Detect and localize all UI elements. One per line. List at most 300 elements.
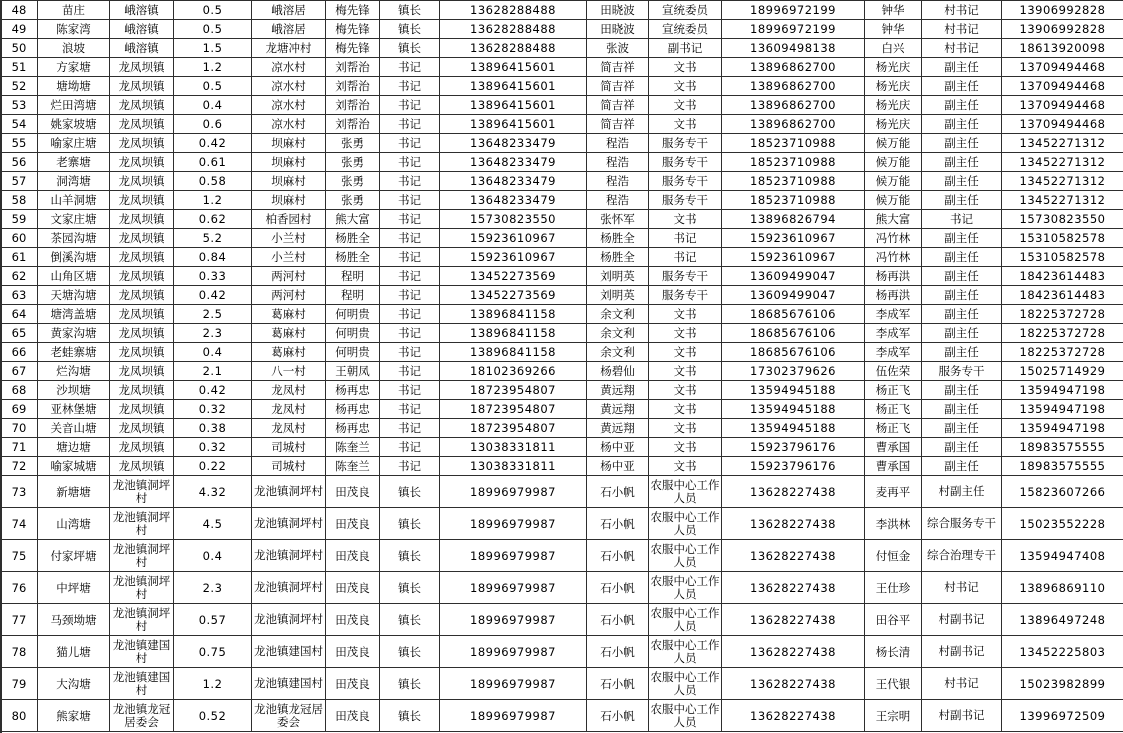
row-number-cell[interactable]: 52 (1, 77, 38, 96)
primary-phone-cell[interactable]: 13896841158 (440, 324, 587, 343)
secondary-leader-cell[interactable]: 简吉祥 (587, 58, 649, 77)
secondary-role-cell[interactable]: 文书 (649, 400, 722, 419)
area-cell[interactable]: 0.4 (174, 343, 252, 362)
village-phone-cell[interactable]: 13896497248 (1002, 604, 1123, 636)
village-cell[interactable]: 葛麻村 (252, 343, 326, 362)
primary-role-cell[interactable]: 镇长 (380, 1, 440, 20)
area-cell[interactable]: 0.33 (174, 267, 252, 286)
pond-name-cell[interactable]: 新塘塘 (38, 476, 110, 508)
village-cell[interactable]: 龙池镇洞坪村 (252, 604, 326, 636)
primary-role-cell[interactable]: 书记 (380, 286, 440, 305)
primary-phone-cell[interactable]: 13896415601 (440, 77, 587, 96)
primary-leader-cell[interactable]: 田茂良 (326, 604, 380, 636)
primary-role-cell[interactable]: 镇长 (380, 604, 440, 636)
secondary-phone-cell[interactable]: 15923796176 (722, 438, 865, 457)
secondary-leader-cell[interactable]: 田晓波 (587, 1, 649, 20)
village-role-cell[interactable]: 副主任 (922, 381, 1002, 400)
secondary-role-cell[interactable]: 农服中心工作人员 (649, 540, 722, 572)
village-leader-cell[interactable]: 杨光庆 (865, 58, 922, 77)
village-phone-cell[interactable]: 13709494468 (1002, 115, 1123, 134)
town-cell[interactable]: 龙凤坝镇 (110, 77, 174, 96)
town-cell[interactable]: 龙凤坝镇 (110, 191, 174, 210)
secondary-phone-cell[interactable]: 13594945188 (722, 400, 865, 419)
village-leader-cell[interactable]: 候万能 (865, 172, 922, 191)
primary-phone-cell[interactable]: 13648233479 (440, 134, 587, 153)
village-cell[interactable]: 龙池镇建国村 (252, 636, 326, 668)
secondary-phone-cell[interactable]: 13628227438 (722, 604, 865, 636)
pond-name-cell[interactable]: 山湾塘 (38, 508, 110, 540)
pond-name-cell[interactable]: 方家塘 (38, 58, 110, 77)
row-number-cell[interactable]: 62 (1, 267, 38, 286)
primary-phone-cell[interactable]: 18996979987 (440, 700, 587, 732)
town-cell[interactable]: 龙池镇洞坪村 (110, 540, 174, 572)
primary-role-cell[interactable]: 镇长 (380, 476, 440, 508)
primary-leader-cell[interactable]: 田茂良 (326, 572, 380, 604)
primary-phone-cell[interactable]: 13452273569 (440, 267, 587, 286)
village-phone-cell[interactable]: 13594947198 (1002, 400, 1123, 419)
area-cell[interactable]: 0.61 (174, 153, 252, 172)
primary-role-cell[interactable]: 书记 (380, 381, 440, 400)
secondary-leader-cell[interactable]: 杨碧仙 (587, 362, 649, 381)
village-leader-cell[interactable]: 杨再洪 (865, 267, 922, 286)
primary-leader-cell[interactable]: 张勇 (326, 153, 380, 172)
village-role-cell[interactable]: 副主任 (922, 343, 1002, 362)
secondary-leader-cell[interactable]: 余文利 (587, 305, 649, 324)
area-cell[interactable]: 0.5 (174, 20, 252, 39)
secondary-phone-cell[interactable]: 18685676106 (722, 305, 865, 324)
primary-phone-cell[interactable]: 18996979987 (440, 476, 587, 508)
secondary-role-cell[interactable]: 文书 (649, 210, 722, 229)
primary-leader-cell[interactable]: 田茂良 (326, 508, 380, 540)
secondary-leader-cell[interactable]: 石小帆 (587, 668, 649, 700)
secondary-role-cell[interactable]: 农服中心工作人员 (649, 476, 722, 508)
town-cell[interactable]: 龙凤坝镇 (110, 438, 174, 457)
area-cell[interactable]: 0.42 (174, 134, 252, 153)
secondary-role-cell[interactable]: 文书 (649, 96, 722, 115)
pond-name-cell[interactable]: 亚林堡塘 (38, 400, 110, 419)
village-cell[interactable]: 坝麻村 (252, 134, 326, 153)
primary-leader-cell[interactable]: 田茂良 (326, 668, 380, 700)
primary-leader-cell[interactable]: 陈奎兰 (326, 457, 380, 476)
pond-name-cell[interactable]: 塘边塘 (38, 438, 110, 457)
secondary-phone-cell[interactable]: 13896862700 (722, 96, 865, 115)
area-cell[interactable]: 0.4 (174, 96, 252, 115)
town-cell[interactable]: 龙凤坝镇 (110, 96, 174, 115)
village-leader-cell[interactable]: 钟华 (865, 1, 922, 20)
village-leader-cell[interactable]: 杨再洪 (865, 286, 922, 305)
secondary-role-cell[interactable]: 服务专干 (649, 286, 722, 305)
secondary-role-cell[interactable]: 服务专干 (649, 267, 722, 286)
primary-role-cell[interactable]: 镇长 (380, 636, 440, 668)
village-phone-cell[interactable]: 15023552228 (1002, 508, 1123, 540)
pond-name-cell[interactable]: 喻家城塘 (38, 457, 110, 476)
town-cell[interactable]: 峨溶镇 (110, 20, 174, 39)
row-number-cell[interactable]: 49 (1, 20, 38, 39)
area-cell[interactable]: 0.32 (174, 438, 252, 457)
row-number-cell[interactable]: 50 (1, 39, 38, 58)
primary-phone-cell[interactable]: 13038331811 (440, 457, 587, 476)
secondary-phone-cell[interactable]: 18523710988 (722, 153, 865, 172)
village-role-cell[interactable]: 村书记 (922, 1, 1002, 20)
primary-role-cell[interactable]: 书记 (380, 172, 440, 191)
secondary-leader-cell[interactable]: 石小帆 (587, 636, 649, 668)
town-cell[interactable]: 峨溶镇 (110, 39, 174, 58)
village-phone-cell[interactable]: 15310582578 (1002, 229, 1123, 248)
secondary-leader-cell[interactable]: 余文利 (587, 343, 649, 362)
secondary-leader-cell[interactable]: 石小帆 (587, 540, 649, 572)
secondary-phone-cell[interactable]: 13628227438 (722, 668, 865, 700)
village-leader-cell[interactable]: 曹承国 (865, 438, 922, 457)
area-cell[interactable]: 0.5 (174, 1, 252, 20)
primary-leader-cell[interactable]: 杨再忠 (326, 419, 380, 438)
village-phone-cell[interactable]: 13996972509 (1002, 700, 1123, 732)
village-phone-cell[interactable]: 13452271312 (1002, 153, 1123, 172)
secondary-leader-cell[interactable]: 程浩 (587, 134, 649, 153)
village-cell[interactable]: 龙凤村 (252, 400, 326, 419)
village-role-cell[interactable]: 村副书记 (922, 604, 1002, 636)
area-cell[interactable]: 0.58 (174, 172, 252, 191)
row-number-cell[interactable]: 79 (1, 668, 38, 700)
row-number-cell[interactable]: 74 (1, 508, 38, 540)
secondary-phone-cell[interactable]: 18523710988 (722, 172, 865, 191)
secondary-leader-cell[interactable]: 石小帆 (587, 508, 649, 540)
primary-role-cell[interactable]: 书记 (380, 267, 440, 286)
town-cell[interactable]: 龙凤坝镇 (110, 324, 174, 343)
secondary-role-cell[interactable]: 文书 (649, 77, 722, 96)
village-cell[interactable]: 两河村 (252, 286, 326, 305)
secondary-phone-cell[interactable]: 15923610967 (722, 229, 865, 248)
village-role-cell[interactable]: 村副主任 (922, 476, 1002, 508)
village-phone-cell[interactable]: 18225372728 (1002, 343, 1123, 362)
area-cell[interactable]: 0.62 (174, 210, 252, 229)
village-phone-cell[interactable]: 13452271312 (1002, 134, 1123, 153)
row-number-cell[interactable]: 59 (1, 210, 38, 229)
secondary-leader-cell[interactable]: 石小帆 (587, 700, 649, 732)
village-phone-cell[interactable]: 13709494468 (1002, 58, 1123, 77)
primary-leader-cell[interactable]: 田茂良 (326, 700, 380, 732)
secondary-phone-cell[interactable]: 17302379626 (722, 362, 865, 381)
village-role-cell[interactable]: 副主任 (922, 172, 1002, 191)
area-cell[interactable]: 0.22 (174, 457, 252, 476)
area-cell[interactable]: 2.5 (174, 305, 252, 324)
secondary-leader-cell[interactable]: 石小帆 (587, 476, 649, 508)
secondary-leader-cell[interactable]: 程浩 (587, 191, 649, 210)
secondary-phone-cell[interactable]: 13896862700 (722, 77, 865, 96)
row-number-cell[interactable]: 58 (1, 191, 38, 210)
row-number-cell[interactable]: 73 (1, 476, 38, 508)
town-cell[interactable]: 龙凤坝镇 (110, 153, 174, 172)
secondary-leader-cell[interactable]: 杨中亚 (587, 457, 649, 476)
secondary-leader-cell[interactable]: 杨胜全 (587, 229, 649, 248)
primary-leader-cell[interactable]: 程明 (326, 267, 380, 286)
secondary-phone-cell[interactable]: 15923610967 (722, 248, 865, 267)
secondary-phone-cell[interactable]: 13628227438 (722, 476, 865, 508)
primary-role-cell[interactable]: 书记 (380, 305, 440, 324)
village-leader-cell[interactable]: 候万能 (865, 153, 922, 172)
primary-role-cell[interactable]: 镇长 (380, 668, 440, 700)
row-number-cell[interactable]: 71 (1, 438, 38, 457)
village-role-cell[interactable]: 副主任 (922, 96, 1002, 115)
area-cell[interactable]: 0.6 (174, 115, 252, 134)
area-cell[interactable]: 0.75 (174, 636, 252, 668)
primary-phone-cell[interactable]: 18996979987 (440, 572, 587, 604)
village-role-cell[interactable]: 副主任 (922, 305, 1002, 324)
village-cell[interactable]: 坝麻村 (252, 191, 326, 210)
secondary-role-cell[interactable]: 服务专干 (649, 172, 722, 191)
primary-phone-cell[interactable]: 13896841158 (440, 343, 587, 362)
primary-role-cell[interactable]: 书记 (380, 58, 440, 77)
village-phone-cell[interactable]: 18225372728 (1002, 324, 1123, 343)
pond-name-cell[interactable]: 关音山塘 (38, 419, 110, 438)
primary-role-cell[interactable]: 书记 (380, 77, 440, 96)
secondary-phone-cell[interactable]: 13628227438 (722, 636, 865, 668)
primary-role-cell[interactable]: 书记 (380, 229, 440, 248)
pond-name-cell[interactable]: 倒溪沟塘 (38, 248, 110, 267)
row-number-cell[interactable]: 56 (1, 153, 38, 172)
area-cell[interactable]: 4.5 (174, 508, 252, 540)
village-cell[interactable]: 龙池镇洞坪村 (252, 476, 326, 508)
village-role-cell[interactable]: 副主任 (922, 457, 1002, 476)
primary-phone-cell[interactable]: 15730823550 (440, 210, 587, 229)
village-leader-cell[interactable]: 杨光庆 (865, 115, 922, 134)
village-phone-cell[interactable]: 15310582578 (1002, 248, 1123, 267)
secondary-role-cell[interactable]: 文书 (649, 305, 722, 324)
pond-name-cell[interactable]: 陈家湾 (38, 20, 110, 39)
primary-role-cell[interactable]: 书记 (380, 343, 440, 362)
secondary-phone-cell[interactable]: 18996972199 (722, 20, 865, 39)
village-leader-cell[interactable]: 王代银 (865, 668, 922, 700)
primary-phone-cell[interactable]: 18996979987 (440, 508, 587, 540)
row-number-cell[interactable]: 51 (1, 58, 38, 77)
secondary-leader-cell[interactable]: 张波 (587, 39, 649, 58)
village-role-cell[interactable]: 书记 (922, 210, 1002, 229)
town-cell[interactable]: 龙凤坝镇 (110, 419, 174, 438)
pond-name-cell[interactable]: 苗庄 (38, 1, 110, 20)
village-leader-cell[interactable]: 李洪林 (865, 508, 922, 540)
village-phone-cell[interactable]: 13594947198 (1002, 419, 1123, 438)
village-leader-cell[interactable]: 伍佐荣 (865, 362, 922, 381)
village-role-cell[interactable]: 副主任 (922, 438, 1002, 457)
secondary-phone-cell[interactable]: 18685676106 (722, 343, 865, 362)
area-cell[interactable]: 0.5 (174, 77, 252, 96)
secondary-phone-cell[interactable]: 13628227438 (722, 540, 865, 572)
secondary-phone-cell[interactable]: 13628227438 (722, 572, 865, 604)
secondary-phone-cell[interactable]: 18685676106 (722, 324, 865, 343)
row-number-cell[interactable]: 57 (1, 172, 38, 191)
village-role-cell[interactable]: 综合服务专干 (922, 508, 1002, 540)
primary-role-cell[interactable]: 书记 (380, 419, 440, 438)
row-number-cell[interactable]: 53 (1, 96, 38, 115)
row-number-cell[interactable]: 68 (1, 381, 38, 400)
village-cell[interactable]: 葛麻村 (252, 324, 326, 343)
village-phone-cell[interactable]: 13896869110 (1002, 572, 1123, 604)
primary-leader-cell[interactable]: 梅先锋 (326, 20, 380, 39)
pond-name-cell[interactable]: 塘坳塘 (38, 77, 110, 96)
village-phone-cell[interactable]: 13906992828 (1002, 1, 1123, 20)
secondary-role-cell[interactable]: 文书 (649, 324, 722, 343)
secondary-role-cell[interactable]: 农服中心工作人员 (649, 508, 722, 540)
pond-name-cell[interactable]: 喻家庄塘 (38, 134, 110, 153)
pond-name-cell[interactable]: 黄家沟塘 (38, 324, 110, 343)
primary-phone-cell[interactable]: 15923610967 (440, 229, 587, 248)
village-phone-cell[interactable]: 13452271312 (1002, 191, 1123, 210)
secondary-leader-cell[interactable]: 程浩 (587, 153, 649, 172)
village-leader-cell[interactable]: 白兴 (865, 39, 922, 58)
secondary-leader-cell[interactable]: 黄远翔 (587, 400, 649, 419)
primary-phone-cell[interactable]: 18102369266 (440, 362, 587, 381)
town-cell[interactable]: 龙凤坝镇 (110, 134, 174, 153)
town-cell[interactable]: 龙凤坝镇 (110, 172, 174, 191)
secondary-role-cell[interactable]: 农服中心工作人员 (649, 604, 722, 636)
primary-leader-cell[interactable]: 张勇 (326, 191, 380, 210)
row-number-cell[interactable]: 48 (1, 1, 38, 20)
town-cell[interactable]: 龙凤坝镇 (110, 210, 174, 229)
row-number-cell[interactable]: 54 (1, 115, 38, 134)
secondary-phone-cell[interactable]: 13609499047 (722, 267, 865, 286)
row-number-cell[interactable]: 55 (1, 134, 38, 153)
primary-leader-cell[interactable]: 张勇 (326, 172, 380, 191)
primary-leader-cell[interactable]: 何明贵 (326, 305, 380, 324)
village-phone-cell[interactable]: 15023982899 (1002, 668, 1123, 700)
row-number-cell[interactable]: 70 (1, 419, 38, 438)
village-leader-cell[interactable]: 候万能 (865, 134, 922, 153)
pond-name-cell[interactable]: 中坪塘 (38, 572, 110, 604)
area-cell[interactable]: 2.3 (174, 324, 252, 343)
secondary-role-cell[interactable]: 书记 (649, 248, 722, 267)
primary-role-cell[interactable]: 书记 (380, 457, 440, 476)
village-cell[interactable]: 峨溶居 (252, 20, 326, 39)
secondary-leader-cell[interactable]: 程浩 (587, 172, 649, 191)
pond-name-cell[interactable]: 山角区塘 (38, 267, 110, 286)
primary-role-cell[interactable]: 镇长 (380, 508, 440, 540)
secondary-phone-cell[interactable]: 13594945188 (722, 419, 865, 438)
secondary-leader-cell[interactable]: 杨中亚 (587, 438, 649, 457)
primary-role-cell[interactable]: 镇长 (380, 540, 440, 572)
area-cell[interactable]: 2.1 (174, 362, 252, 381)
secondary-leader-cell[interactable]: 田晓波 (587, 20, 649, 39)
village-cell[interactable]: 小兰村 (252, 229, 326, 248)
village-role-cell[interactable]: 副主任 (922, 286, 1002, 305)
secondary-phone-cell[interactable]: 13896862700 (722, 115, 865, 134)
secondary-role-cell[interactable]: 文书 (649, 362, 722, 381)
area-cell[interactable]: 0.42 (174, 286, 252, 305)
village-role-cell[interactable]: 副主任 (922, 58, 1002, 77)
village-leader-cell[interactable]: 杨长清 (865, 636, 922, 668)
primary-leader-cell[interactable]: 陈奎兰 (326, 438, 380, 457)
village-cell[interactable]: 龙池镇洞坪村 (252, 540, 326, 572)
primary-phone-cell[interactable]: 18996979987 (440, 636, 587, 668)
village-phone-cell[interactable]: 13452271312 (1002, 172, 1123, 191)
village-leader-cell[interactable]: 杨光庆 (865, 96, 922, 115)
village-cell[interactable]: 龙池镇建国村 (252, 668, 326, 700)
village-cell[interactable]: 龙塘冲村 (252, 39, 326, 58)
town-cell[interactable]: 龙凤坝镇 (110, 381, 174, 400)
village-cell[interactable]: 凉水村 (252, 58, 326, 77)
village-leader-cell[interactable]: 冯竹林 (865, 229, 922, 248)
secondary-role-cell[interactable]: 副书记 (649, 39, 722, 58)
village-cell[interactable]: 两河村 (252, 267, 326, 286)
pond-name-cell[interactable]: 文家庄塘 (38, 210, 110, 229)
secondary-role-cell[interactable]: 服务专干 (649, 153, 722, 172)
primary-leader-cell[interactable]: 梅先锋 (326, 39, 380, 58)
primary-role-cell[interactable]: 书记 (380, 210, 440, 229)
primary-role-cell[interactable]: 镇长 (380, 39, 440, 58)
village-cell[interactable]: 龙池镇洞坪村 (252, 508, 326, 540)
secondary-leader-cell[interactable]: 刘明英 (587, 267, 649, 286)
village-leader-cell[interactable]: 钟华 (865, 20, 922, 39)
village-leader-cell[interactable]: 王宗明 (865, 700, 922, 732)
town-cell[interactable]: 龙凤坝镇 (110, 305, 174, 324)
primary-phone-cell[interactable]: 13452273569 (440, 286, 587, 305)
pond-name-cell[interactable]: 天塘沟塘 (38, 286, 110, 305)
secondary-leader-cell[interactable]: 黄远翔 (587, 381, 649, 400)
primary-leader-cell[interactable]: 熊大富 (326, 210, 380, 229)
row-number-cell[interactable]: 80 (1, 700, 38, 732)
village-role-cell[interactable]: 副主任 (922, 267, 1002, 286)
primary-leader-cell[interactable]: 何明贵 (326, 343, 380, 362)
village-role-cell[interactable]: 服务专干 (922, 362, 1002, 381)
village-cell[interactable]: 凉水村 (252, 115, 326, 134)
secondary-leader-cell[interactable]: 张怀军 (587, 210, 649, 229)
primary-role-cell[interactable]: 书记 (380, 438, 440, 457)
village-phone-cell[interactable]: 18983575555 (1002, 438, 1123, 457)
village-phone-cell[interactable]: 18613920098 (1002, 39, 1123, 58)
village-leader-cell[interactable]: 李成军 (865, 324, 922, 343)
village-phone-cell[interactable]: 13452225803 (1002, 636, 1123, 668)
row-number-cell[interactable]: 78 (1, 636, 38, 668)
village-phone-cell[interactable]: 13594947408 (1002, 540, 1123, 572)
pond-name-cell[interactable]: 洞湾塘 (38, 172, 110, 191)
village-leader-cell[interactable]: 熊大富 (865, 210, 922, 229)
town-cell[interactable]: 峨溶镇 (110, 1, 174, 20)
village-role-cell[interactable]: 副主任 (922, 248, 1002, 267)
area-cell[interactable]: 0.4 (174, 540, 252, 572)
village-role-cell[interactable]: 副主任 (922, 191, 1002, 210)
town-cell[interactable]: 龙池镇建国村 (110, 668, 174, 700)
secondary-role-cell[interactable]: 农服中心工作人员 (649, 668, 722, 700)
primary-phone-cell[interactable]: 13038331811 (440, 438, 587, 457)
town-cell[interactable]: 龙池镇洞坪村 (110, 508, 174, 540)
village-leader-cell[interactable]: 麦再平 (865, 476, 922, 508)
primary-leader-cell[interactable]: 程明 (326, 286, 380, 305)
town-cell[interactable]: 龙池镇洞坪村 (110, 572, 174, 604)
secondary-phone-cell[interactable]: 13896826794 (722, 210, 865, 229)
secondary-leader-cell[interactable]: 简吉祥 (587, 96, 649, 115)
secondary-role-cell[interactable]: 文书 (649, 343, 722, 362)
area-cell[interactable]: 1.2 (174, 58, 252, 77)
area-cell[interactable]: 1.5 (174, 39, 252, 58)
village-phone-cell[interactable]: 18225372728 (1002, 305, 1123, 324)
area-cell[interactable]: 0.38 (174, 419, 252, 438)
village-role-cell[interactable]: 村副书记 (922, 700, 1002, 732)
village-cell[interactable]: 坝麻村 (252, 153, 326, 172)
town-cell[interactable]: 龙凤坝镇 (110, 457, 174, 476)
secondary-phone-cell[interactable]: 13628227438 (722, 508, 865, 540)
primary-phone-cell[interactable]: 18996979987 (440, 540, 587, 572)
town-cell[interactable]: 龙池镇洞坪村 (110, 476, 174, 508)
secondary-role-cell[interactable]: 文书 (649, 381, 722, 400)
secondary-role-cell[interactable]: 文书 (649, 438, 722, 457)
secondary-role-cell[interactable]: 宣统委员 (649, 20, 722, 39)
pond-name-cell[interactable]: 付家坪塘 (38, 540, 110, 572)
primary-leader-cell[interactable]: 何明贵 (326, 324, 380, 343)
row-number-cell[interactable]: 63 (1, 286, 38, 305)
pond-name-cell[interactable]: 山羊洞塘 (38, 191, 110, 210)
village-role-cell[interactable]: 综合治理专干 (922, 540, 1002, 572)
primary-phone-cell[interactable]: 18723954807 (440, 400, 587, 419)
primary-phone-cell[interactable]: 18996979987 (440, 668, 587, 700)
secondary-role-cell[interactable]: 农服中心工作人员 (649, 572, 722, 604)
